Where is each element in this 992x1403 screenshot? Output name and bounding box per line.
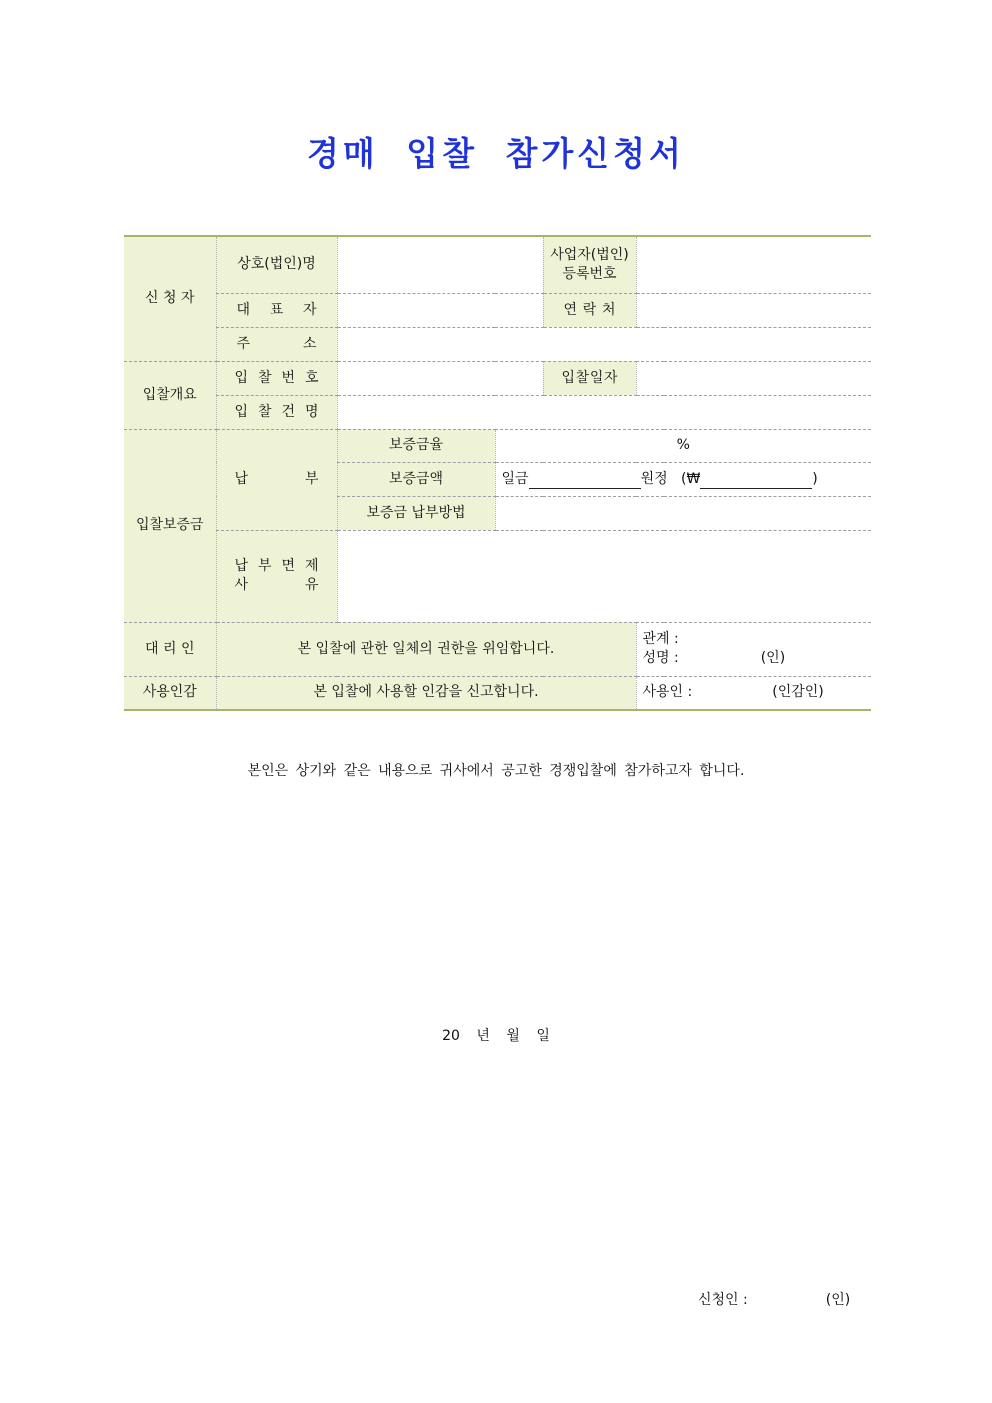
agent-label: 대 리 인 <box>124 622 216 676</box>
biz-reg-label-line2: 등록번호 <box>562 265 617 282</box>
seal-use-label: 사용인감 <box>124 676 216 710</box>
seal-user-seal: (인감인) <box>772 684 824 701</box>
bid-date-label: 입 찰 일 자 <box>543 361 636 395</box>
declaration-text: 본인은 상기와 같은 내용으로 귀사에서 공고한 경쟁입찰에 참가하고자 합니다. <box>247 763 745 779</box>
deposit-rate-field[interactable] <box>495 429 871 462</box>
seal-user-field[interactable] <box>636 676 871 710</box>
amount-prefix: 일금 <box>501 470 529 487</box>
application-form-table <box>124 235 871 711</box>
bid-title-field[interactable] <box>337 395 871 429</box>
agent-statement: 본 입찰에 관한 일체의 권한을 위임합니다. <box>216 622 636 676</box>
exemption-reason-field[interactable] <box>337 530 871 622</box>
deposit-amount-field[interactable] <box>495 462 871 496</box>
applicant-signature <box>698 1289 850 1309</box>
agent-name-label: 성명 : <box>642 650 679 666</box>
company-name-label: 상호(법인)명 <box>216 236 337 293</box>
contact-label: 연 락 처 <box>543 293 636 327</box>
payment-label: 납 부 <box>216 429 337 530</box>
amount-close: ) <box>812 470 818 487</box>
bid-overview-label: 입찰개요 <box>124 361 216 429</box>
bid-title-label: 입 찰 건 명 <box>216 395 337 429</box>
seal-user-label: 사용인 : <box>642 684 693 701</box>
deposit-section-label: 입찰보증금 <box>124 429 216 622</box>
deposit-rate-label: 보증금율 <box>337 429 495 462</box>
deposit-rate-unit: % <box>676 437 690 453</box>
contact-field[interactable] <box>636 293 871 327</box>
applicant-section-label: 신 청 자 <box>124 236 216 361</box>
deposit-method-field[interactable] <box>495 496 871 530</box>
date-line: 20 년 월 일 <box>442 1028 550 1044</box>
exemption-reason-label: 납 부 면 제 사 유 <box>216 530 337 622</box>
amount-middle: 원정 <box>640 470 668 487</box>
biz-reg-label-line1: 사업자(법인) <box>550 246 629 263</box>
applicant-signature-label: 신청인 : <box>698 1292 748 1308</box>
representative-label: 대 표 자 <box>216 293 337 327</box>
agent-info-field[interactable] <box>636 622 871 676</box>
document-title: 경매 입찰 참가신청서 <box>307 134 685 173</box>
seal-use-statement: 본 입찰에 사용할 인감을 신고합니다. <box>216 676 636 710</box>
agent-seal: (인) <box>760 650 786 666</box>
representative-field[interactable] <box>337 293 543 327</box>
amount-numeric-blank[interactable] <box>700 474 812 489</box>
biz-reg-field[interactable] <box>636 236 871 293</box>
deposit-method-label: 보증금 납부방법 <box>337 496 495 530</box>
address-label: 주 소 <box>216 327 337 361</box>
applicant-seal: (인) <box>825 1292 851 1308</box>
agent-relation-label: 관계 : <box>642 631 679 647</box>
bid-number-field[interactable] <box>337 361 543 395</box>
company-name-field[interactable] <box>337 236 543 293</box>
bid-date-field[interactable] <box>636 361 871 395</box>
biz-reg-label <box>543 236 636 293</box>
amount-korean-blank[interactable] <box>529 474 641 489</box>
deposit-amount-label: 보증금액 <box>337 462 495 496</box>
amount-currency: (₩ <box>680 470 701 487</box>
bid-number-label: 입 찰 번 호 <box>216 361 337 395</box>
address-field[interactable] <box>337 327 871 361</box>
